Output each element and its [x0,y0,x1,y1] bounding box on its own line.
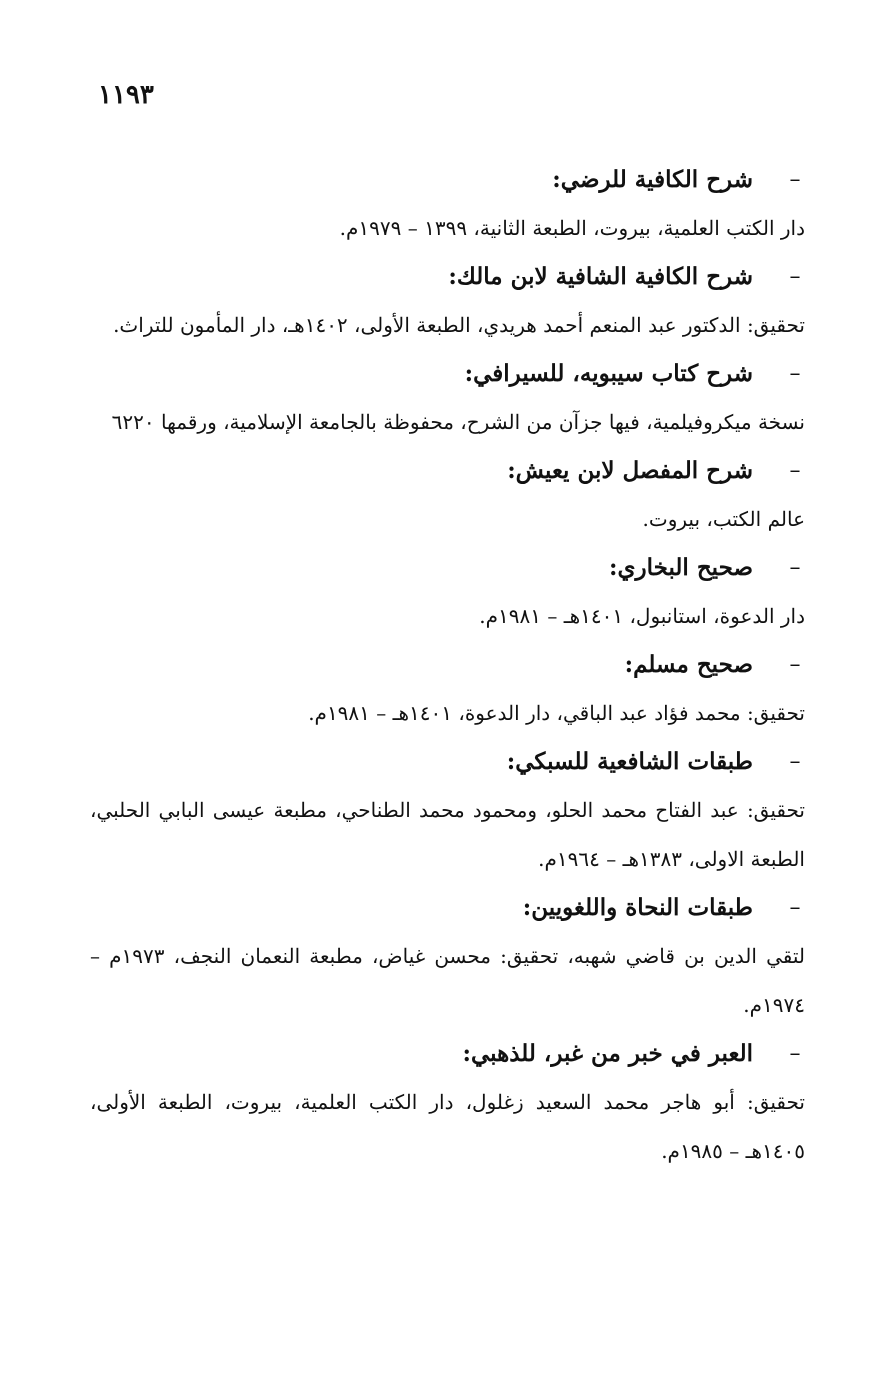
bibliography-entry [90,253,805,350]
entry-dash: – [789,652,801,677]
entry-title-row [90,156,805,204]
entry-title: صحيح مسلم: [624,651,753,678]
entry-title-row [90,1030,805,1078]
entry-title-row [90,447,805,495]
bibliography-entry [90,884,805,1030]
entry-title: شرح كتاب سيبويه، للسيرافي: [464,360,753,387]
bibliography-entry [90,447,805,544]
entry-details: تحقيق: عبد الفتاح محمد الحلو، ومحمود محمد الطناحي، مطبعة عيسى البابي الحلبي، الطبعة الاولى، ١٣٨٣هـ – ١٩٦٤م. [90,798,805,871]
entry-details: لتقي الدين بن قاضي شهبه، تحقيق: محسن غياض، مطبعة النعمان النجف، ١٩٧٣م – ١٩٧٤م. [90,944,805,1017]
entry-dash: – [789,264,801,289]
entry-dash: – [789,167,801,192]
entry-details: دار الكتب العلمية، بيروت، الطبعة الثانية، ١٣٩٩ – ١٩٧٩م. [339,216,805,240]
entry-details: تحقيق: الدكتور عبد المنعم أحمد هريدي، الطبعة الأولى، ١٤٠٢هـ، دار المأمون للتراث. [113,313,805,337]
entry-title: طبقات الشافعية للسبكي: [506,748,753,775]
entry-title: العبر في خبر من غبر، للذهبي: [462,1040,753,1067]
entry-dash: – [789,895,801,920]
entry-details: عالم الكتب، بيروت. [642,507,805,531]
entry-title: طبقات النحاة واللغويين: [522,894,753,921]
bibliography-entry [90,738,805,884]
bibliography-entry [90,641,805,738]
page-number: ١١٩٣ [98,80,154,110]
entry-dash: – [789,361,801,386]
entry-dash: – [789,1041,801,1066]
bibliography-entry [90,156,805,253]
entry-title: شرح المفصل لابن يعيش: [507,457,753,484]
entry-title-row [90,253,805,301]
entry-title-row [90,350,805,398]
bibliography-list [90,156,805,1176]
entry-dash: – [789,555,801,580]
entry-title: شرح الكافية الشافية لابن مالك: [448,263,753,290]
entry-title-row [90,884,805,932]
entry-details: تحقيق: أبو هاجر محمد السعيد زغلول، دار الكتب العلمية، بيروت، الطبعة الأولى، ١٤٠٥هـ – ١٩٨٥م. [90,1090,805,1163]
entry-title: شرح الكافية للرضي: [552,166,753,193]
bibliography-entry [90,544,805,641]
entry-title-row [90,738,805,786]
entry-dash: – [789,749,801,774]
bibliography-entry [90,1030,805,1176]
bibliography-entry [90,350,805,447]
entry-title-row [90,544,805,592]
entry-dash: – [789,458,801,483]
entry-title-row [90,641,805,689]
entry-details: تحقيق: محمد فؤاد عبد الباقي، دار الدعوة، ١٤٠١هـ – ١٩٨١م. [308,701,805,725]
entry-title: صحيح البخاري: [609,554,753,581]
entry-details: نسخة ميكروفيلمية، فيها جزآن من الشرح، محفوظة بالجامعة الإسلامية، ورقمها ٦٢٢٠ [111,410,805,434]
entry-details: دار الدعوة، استانبول، ١٤٠١هـ – ١٩٨١م. [479,604,805,628]
